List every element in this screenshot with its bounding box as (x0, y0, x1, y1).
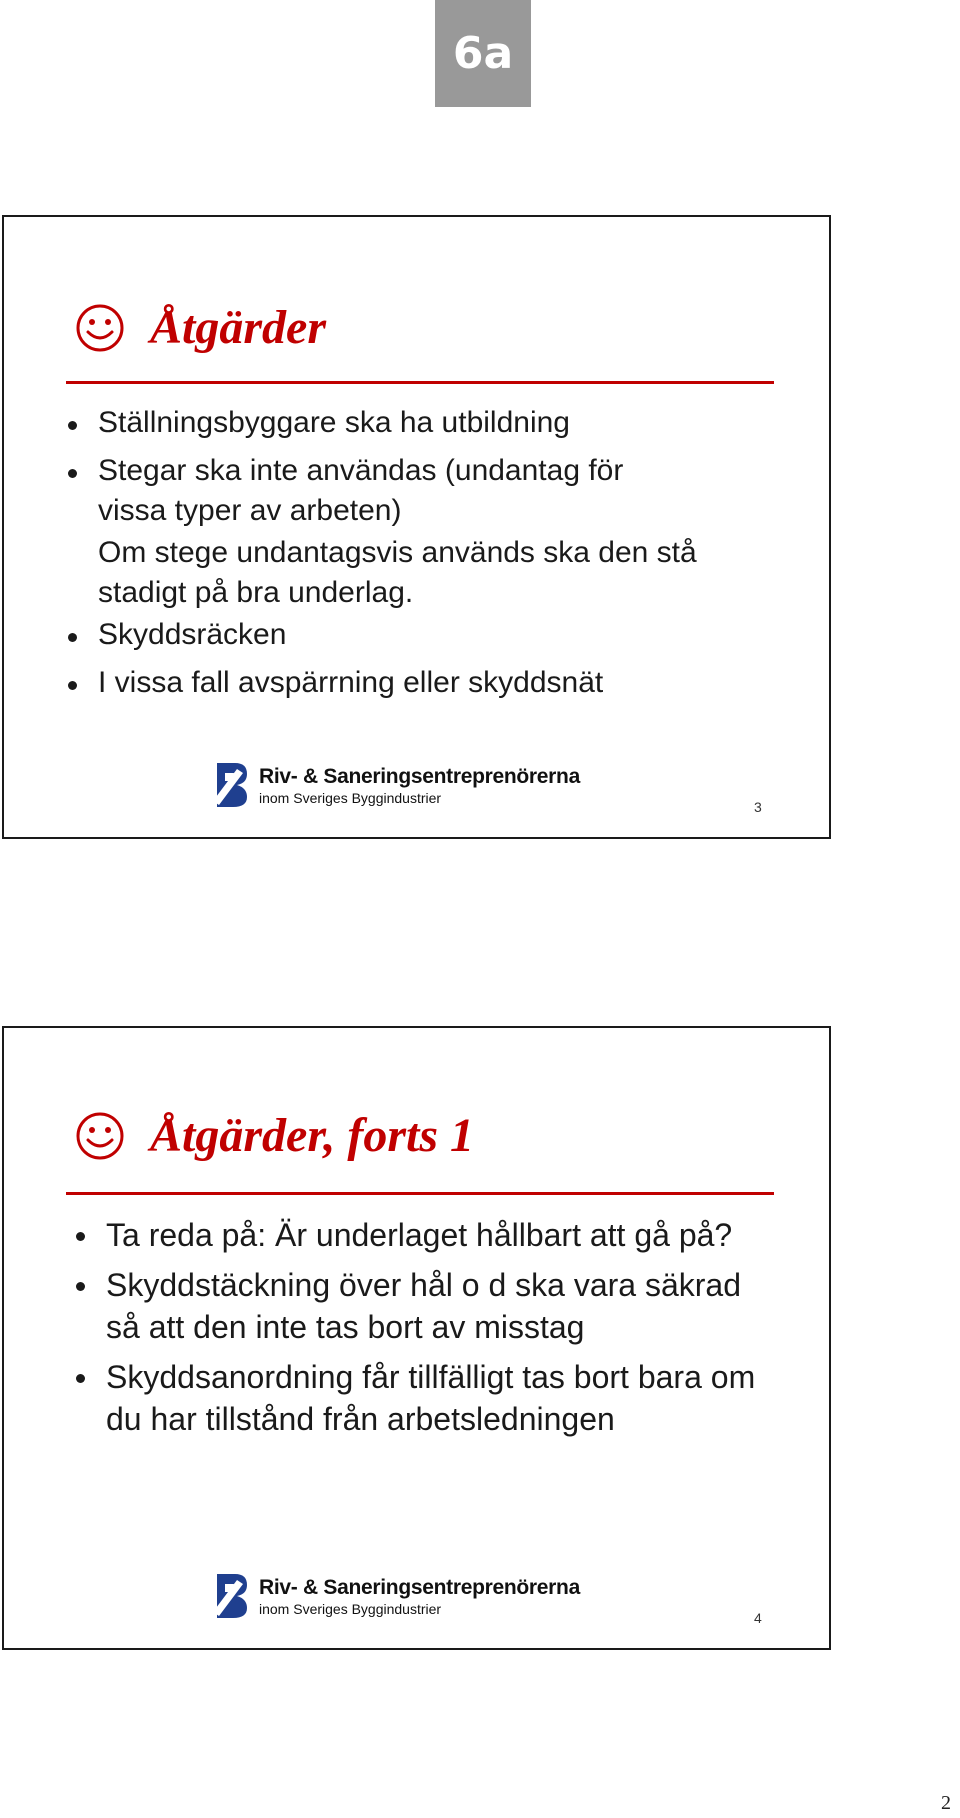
logo-name: Riv- & Saneringsentreprenörerna (259, 1575, 580, 1599)
bullet-icon (68, 469, 77, 478)
list-item: Skyddsanordning får tillfälligt tas bort bara om du har tillstånd från arbetsledningen (4, 1356, 766, 1440)
logo-subtitle: inom Sveriges Byggindustrier (259, 1600, 442, 1617)
slide-title: Åtgärder, forts 1 (150, 1109, 475, 1162)
logo-mark-icon (211, 1572, 251, 1620)
bullet-icon (68, 681, 77, 690)
slide-title-row (74, 1108, 474, 1163)
list-item: Ställningsbyggare ska ha utbildning (4, 403, 829, 443)
bullet-icon (68, 421, 77, 430)
page-tag: 6a (435, 0, 531, 107)
list-item-continuation: Om stege undantagsvis används ska den stå stadigt på bra underlag. (98, 536, 697, 609)
slide-title-row (74, 300, 326, 355)
list-item: Skyddsräcken (4, 615, 829, 655)
slide-4 (2, 1026, 831, 1650)
list-item: I vissa fall avspärrning eller skyddsnät (4, 663, 829, 703)
bullet-icon (76, 1232, 85, 1241)
slide-3 (2, 215, 831, 839)
title-divider (66, 1192, 774, 1195)
smiley-icon (74, 302, 126, 354)
logo-name: Riv- & Saneringsentreprenörerna (259, 764, 580, 788)
list-item: Stegar ska inte användas (undantag för vissa typer av arbeten) (4, 451, 658, 531)
organization-logo (211, 1572, 580, 1620)
slide-title: Åtgärder (150, 301, 327, 354)
bullet-icon (68, 633, 77, 642)
slide-number: 3 (754, 799, 762, 815)
bullet-list (4, 1214, 829, 1448)
slide-number: 4 (754, 1610, 762, 1626)
organization-logo (211, 761, 580, 809)
list-item: Ta reda på: Är underlaget hållbart att gå på? (4, 1214, 746, 1256)
smiley-icon (74, 1110, 126, 1162)
title-divider (66, 381, 774, 384)
logo-subtitle: inom Sveriges Byggindustrier (259, 789, 442, 806)
bullet-icon (76, 1374, 85, 1383)
list-item: Skyddstäckning över hål o d ska vara säkrad så att den inte tas bort av misstag (4, 1264, 766, 1348)
bullet-icon (76, 1282, 85, 1291)
logo-mark-icon (211, 761, 251, 809)
page-number: 2 (941, 1792, 951, 1814)
bullet-list (4, 403, 829, 711)
